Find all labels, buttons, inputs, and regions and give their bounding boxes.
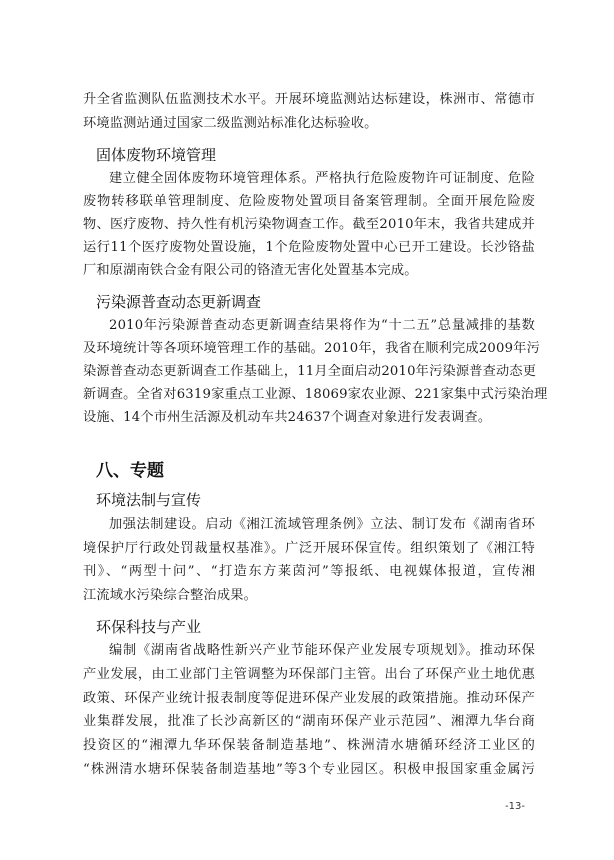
paragraph-line: 新调查。全省对6319家重点工业源、18069家农业源、221家集中式污染治理 bbox=[83, 387, 548, 402]
section-title: 八、专题 bbox=[96, 461, 164, 481]
paragraph-line: 产业发展，由工业部门主管调整为环保部门主管。出台了环保产业土地优惠 bbox=[83, 667, 535, 682]
subsection-heading: 环保科技与产业 bbox=[96, 618, 202, 636]
paragraph-line: 刊》、“两型十问”、“打造东方莱茵河”等报纸、电视媒体报道，宣传湘 bbox=[83, 564, 535, 579]
paragraph-line: 厂和原湖南铁合金有限公司的铬渣无害化处置基本完成。 bbox=[83, 263, 418, 278]
paragraph-line: 编制《湖南省战略性新兴产业节能环保产业发展专项规划》。推动环保 bbox=[109, 643, 535, 658]
paragraph-line: “株洲清水塘环保装备制造基地”等3个专业园区。积极申报国家重金属污 bbox=[83, 762, 535, 777]
paragraph-line: 建立健全固体废物环境管理体系。严格执行危险废物许可证制度、危险 bbox=[109, 171, 535, 186]
paragraph-line: 2010年污染源普查动态更新调查结果将作为“十二五”总量减排的基数 bbox=[109, 318, 535, 333]
paragraph-line: 政策、环保产业统计报表制度等促进环保产业发展的政策措施。推动环保产 bbox=[83, 691, 535, 706]
paragraph-line: 投资区的“湘潭九华环保装备制造基地”、株洲清水塘循环经济工业区的 bbox=[83, 738, 535, 753]
paragraph-line: 加强法制建设。启动《湘江流域管理条例》立法、制订发布《湖南省环 bbox=[109, 517, 535, 532]
subsection-heading: 污染源普查动态更新调查 bbox=[96, 293, 262, 311]
paragraph-line: 运行11个医疗废物处置设施，1个危险废物处置中心已开工建设。长沙铬盐 bbox=[83, 240, 535, 255]
page-number: -13- bbox=[505, 801, 525, 812]
paragraph-line: 升全省监测队伍监测技术水平。开展环境监测站达标建设，株洲市、常德市 bbox=[83, 92, 535, 107]
paragraph-line: 物、医疗废物、持久性有机污染物调查工作。截至2010年末，我省共建成并 bbox=[83, 217, 535, 232]
subsection-heading: 环境法制与宣传 bbox=[96, 491, 202, 509]
paragraph-line: 江流域水污染综合整治成果。 bbox=[83, 588, 258, 603]
subsection-heading: 固体废物环境管理 bbox=[96, 146, 217, 164]
paragraph-line: 业集群发展，批准了长沙高新区的“湖南环保产业示范园”、湘潭九华台商 bbox=[83, 714, 535, 729]
paragraph-line: 环境监测站通过国家二级监测站标准化达标验收。 bbox=[83, 116, 378, 131]
paragraph-line: 设施、14个市州生活源及机动车共24637个调查对象进行发表调查。 bbox=[83, 410, 492, 425]
paragraph-line: 境保护厅行政处罚裁量权基准》。广泛开展环保宣传。组织策划了《湘江特 bbox=[83, 541, 535, 556]
paragraph-line: 及环境统计等各项环境管理工作的基础。2010年，我省在顺利完成2009年污 bbox=[83, 341, 540, 356]
paragraph-line: 染源普查动态更新调查工作基础上，11月全面启动2010年污染源普查动态更 bbox=[83, 364, 537, 379]
paragraph-line: 废物转移联单管理制度、危险废物处置项目备案管理制。全面开展危险废 bbox=[83, 194, 535, 209]
